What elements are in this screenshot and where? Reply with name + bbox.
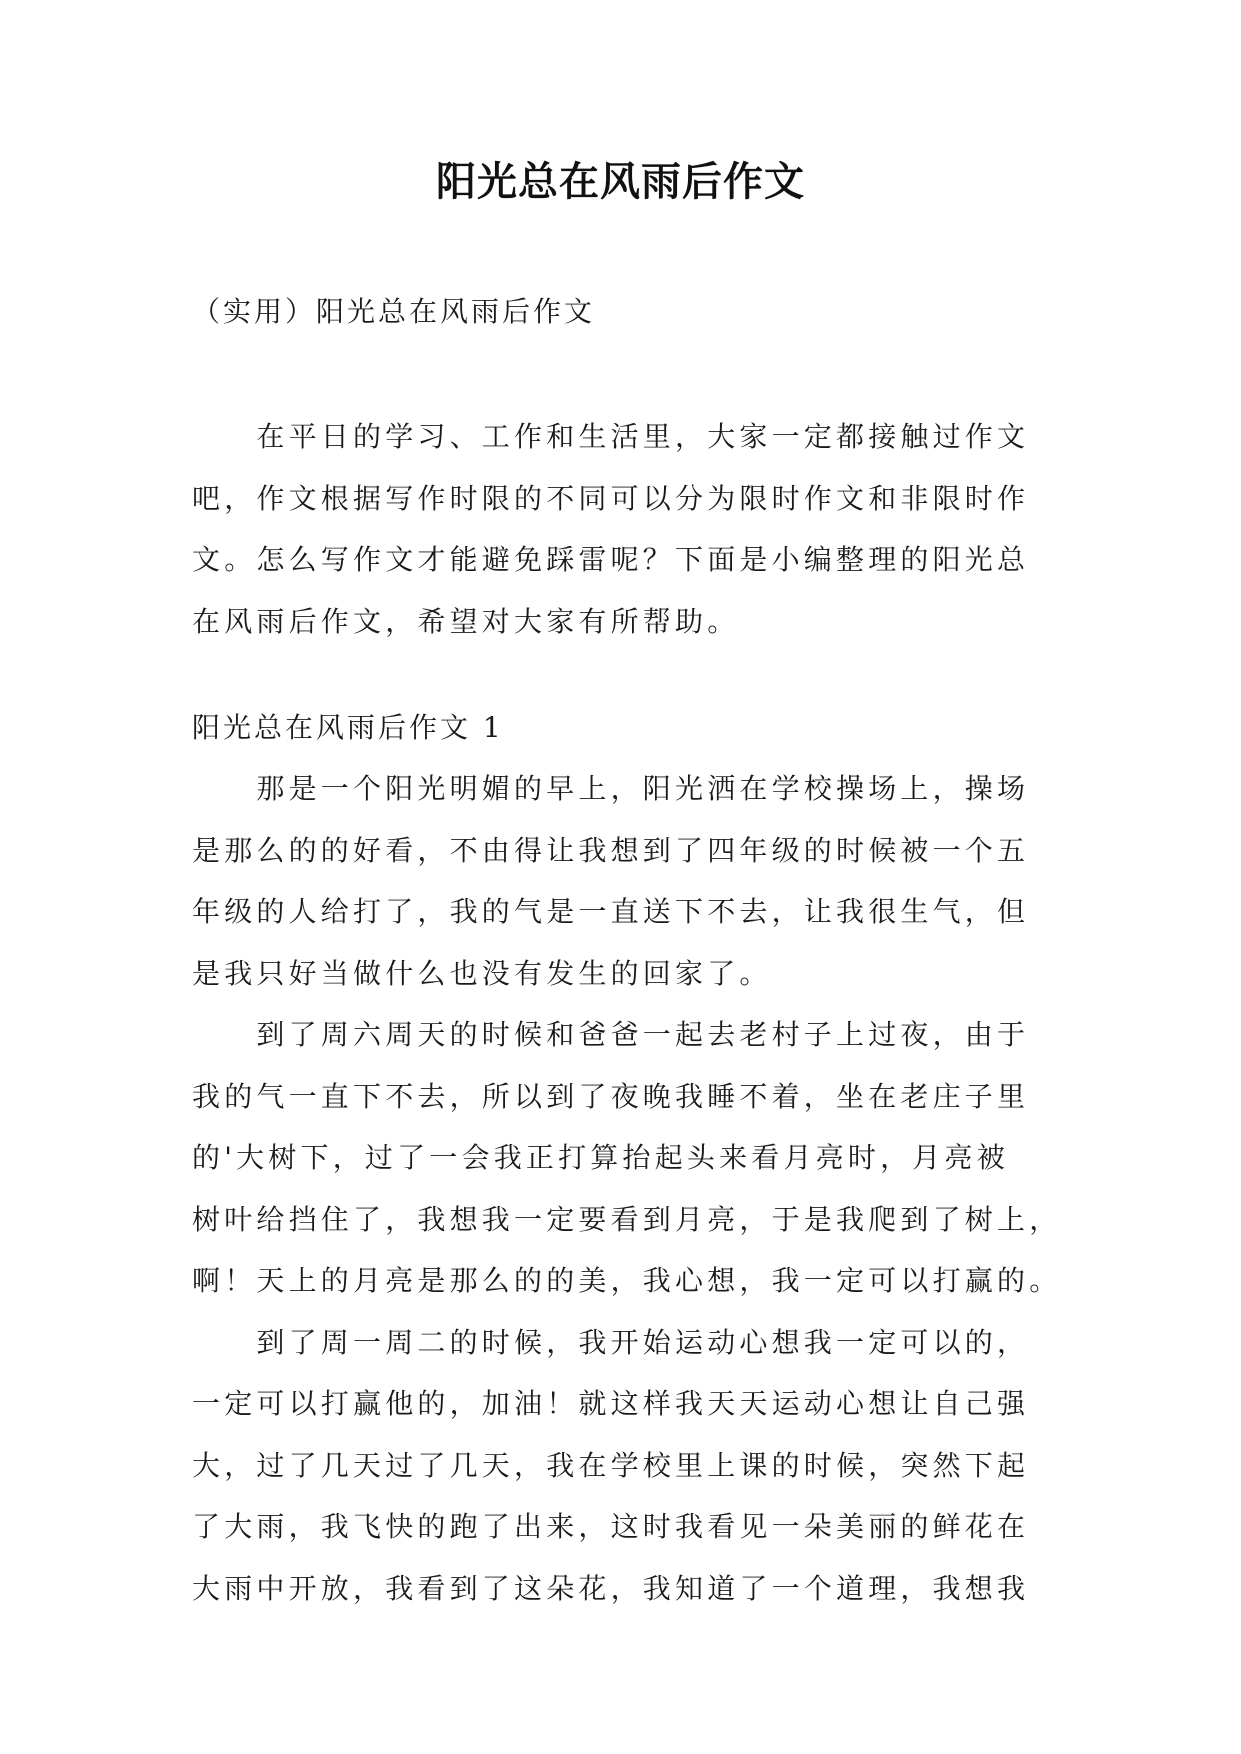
essay-line: 是我只好当做什么也没有发生的回家了。 [192,956,772,990]
essay-body [192,758,1062,1619]
intro-line: 吧，作文根据写作时限的不同可以分为限时作文和非限时作 [192,481,1030,515]
essay-line: 了大雨，我飞快的跑了出来，这时我看见一朵美丽的鲜花在 [192,1510,1030,1543]
essay-line: 大雨中开放，我看到了这朵花，我知道了一个道理，我想我 [192,1571,1030,1605]
intro-line: 在风雨后作文，希望对大家有所帮助。 [192,604,740,638]
essay-line: 是那么的的好看，不由得让我想到了四年级的时候被一个五 [192,833,1030,867]
intro-line: 文。怎么写作文才能避免踩雷呢？下面是小编整理的阳光总 [192,543,1030,576]
essay-line: 的'大树下，过了一会我正打算抬起头来看月亮时，月亮被 [192,1141,1009,1174]
essay-line: 大，过了几天过了几天，我在学校里上课的时候，突然下起 [192,1448,1030,1482]
essay-line: 啊！天上的月亮是那么的的美，我心想，我一定可以打赢的。 [192,1264,1062,1297]
essay-line: 那是一个阳光明媚的早上，阳光洒在学校操场上，操场 [192,772,1030,805]
document-title: 阳光总在风雨后作文 [436,158,805,205]
essay-line: 到了周六周天的时候和爸爸一起去老村子上过夜，由于 [192,1018,1030,1051]
essay-line: 年级的人给打了，我的气是一直送下不去，让我很生气，但 [192,895,1030,928]
intro-paragraph [192,406,1054,652]
essay-line: 树叶给挡住了，我想我一定要看到月亮，于是我爬到了树上， [192,1202,1062,1236]
essay-line: 我的气一直下不去，所以到了夜晚我睡不着，坐在老庄子里 [192,1079,1030,1113]
section-heading: 阳光总在风雨后作文 1 [192,711,504,744]
essay-line: 一定可以打赢他的，加油！就这样我天天运动心想让自己强 [192,1387,1030,1420]
document-subtitle: （实用）阳光总在风雨后作文 [192,295,596,328]
essay-line: 到了周一周二的时候，我开始运动心想我一定可以的， [192,1325,1030,1359]
intro-line: 在平日的学习、工作和生活里，大家一定都接触过作文 [192,420,1030,453]
